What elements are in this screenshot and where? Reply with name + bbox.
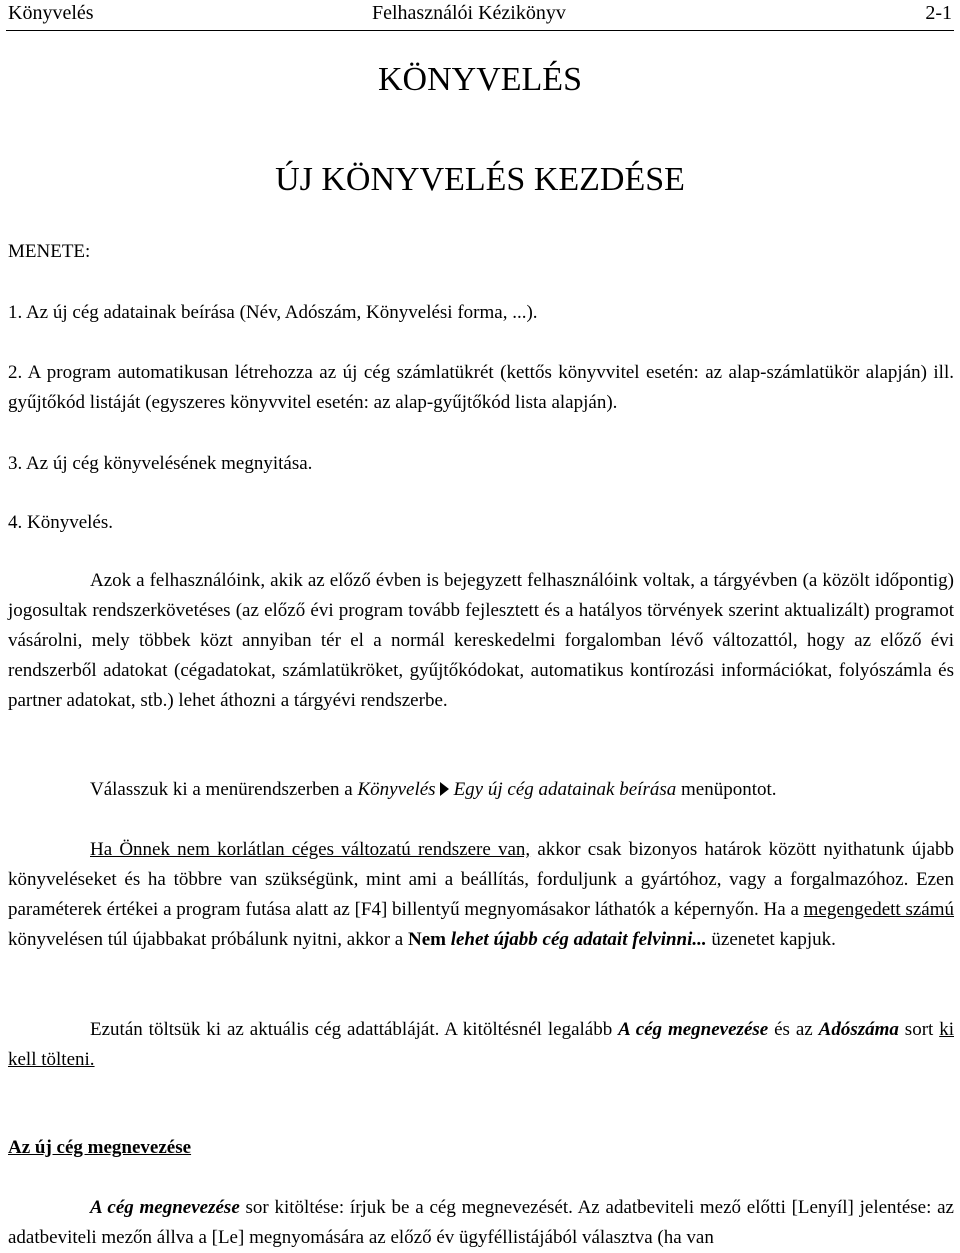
company-name-text: sor kitöltése: írjuk be a cég megnevezését. Az adatbeviteli mező előtti [Lenyíl] jelentése: az adatbeviteli mezőn állva a [Le] megnyomására az előző év ügyféllistájából választva (ha van	[8, 1197, 954, 1248]
step-2: 2. A program automatikusan létrehozza az új cég számlatükrét (kettős könyvvitel esetén: az alap-számlatükör alapján) ill. gyűjtőkód listáját (egyszeres könyvvitel esetén: az alap-gyűjtőkód lista alapján).	[8, 362, 954, 413]
step-3: 3. Az új cég könyvelésének megnyitása.	[8, 453, 313, 474]
paragraph-menu-choice	[8, 775, 954, 805]
license-limit-text-2: könyvelésen túl újabbakat próbálunk nyitni, akkor a	[8, 929, 408, 950]
fill-table-text-3: sort	[898, 1019, 940, 1040]
step-1: 1. Az új cég adatainak beírása (Név, Adószám, Könyvelési forma, ...).	[8, 302, 538, 323]
menu-choice-post: menüpontot.	[676, 779, 777, 800]
error-message-text: lehet újabb cég adatait felvinni...	[450, 929, 707, 950]
field-ceg-megnevezese-2: A cég megnevezése	[90, 1197, 240, 1218]
header-manual-title: Felhasználói Kézikönyv	[372, 2, 566, 24]
section-heading-company-name: Az új cég megnevezése	[8, 1137, 192, 1158]
paragraph-company-name	[8, 1193, 954, 1253]
step-4: 4. Könyvelés.	[8, 512, 114, 533]
must-fill-underlined: ki kell tölteni.	[8, 1019, 954, 1070]
field-ceg-megnevezese: A cég megnevezése	[618, 1019, 769, 1040]
license-limit-text-3: üzenetet kapjuk.	[706, 929, 836, 950]
menu-item-konyveles: Könyvelés	[357, 779, 436, 800]
paragraph-previous-users-text: Azok a felhasználóink, akik az előző évben is bejegyzett felhasználóink voltak, a tárgyévben (a közölt időpontig) jogosultak rendszerkövetéses (az előző évi program tovább fejlesztett és a hatályos törvények szerint aktualizált) programot vásárolni, mely többek közt annyiban tér el a normál kereskedelmi forgalomban lévő változattól, hogy az előző évi rendszerből adatokat (cégadatokat, számlatükröket, gyűjtőkódokat, automatikus kontírozási információkat, folyószámla és partner adatokat, stb.) lehet áthozni a tárgyévi rendszerbe.	[8, 570, 954, 711]
paragraph-license-limits	[8, 835, 954, 955]
page-title: KÖNYVELÉS	[378, 61, 582, 98]
paragraph-previous-users	[8, 566, 954, 716]
menu-item-uj-ceg: Egy új cég adatainak beírása	[453, 779, 677, 800]
header-page-number: 2-1	[925, 2, 952, 24]
fill-table-text-2: és az	[768, 1019, 819, 1040]
menu-arrow-icon	[440, 782, 449, 796]
error-message-nem: Nem	[407, 929, 446, 950]
fill-table-text-1: Ezután töltsük ki az aktuális cég adattábláját. A kitöltésnél legalább	[90, 1019, 619, 1040]
paragraph-fill-table	[8, 1015, 954, 1075]
license-limit-underlined: Ha Önnek nem korlátlan céges változatú rendszere van,	[90, 839, 531, 860]
page-subtitle: ÚJ KÖNYVELÉS KEZDÉSE	[275, 161, 685, 198]
license-limit-text-1: akkor csak bizonyos határok között nyithatunk újabb könyveléseket és ha többre van szükségünk, mint ami a beállítás, forduljunk a gyártóhoz, vagy a forgalmazóhoz. Ezen paraméterek értékei a program futása alatt az [F4] billentyű megnyomásakor láthatók a képernyőn. Ha a	[8, 839, 955, 920]
allowed-count-underlined: megengedett számú	[803, 899, 955, 920]
header-chapter: Könyvelés	[8, 2, 94, 24]
menete-heading: MENETE:	[8, 241, 91, 262]
page-header	[6, 0, 954, 31]
field-adoszama: Adószáma	[818, 1019, 899, 1040]
menu-choice-pre: Válasszuk ki a menürendszerben a	[90, 779, 358, 800]
